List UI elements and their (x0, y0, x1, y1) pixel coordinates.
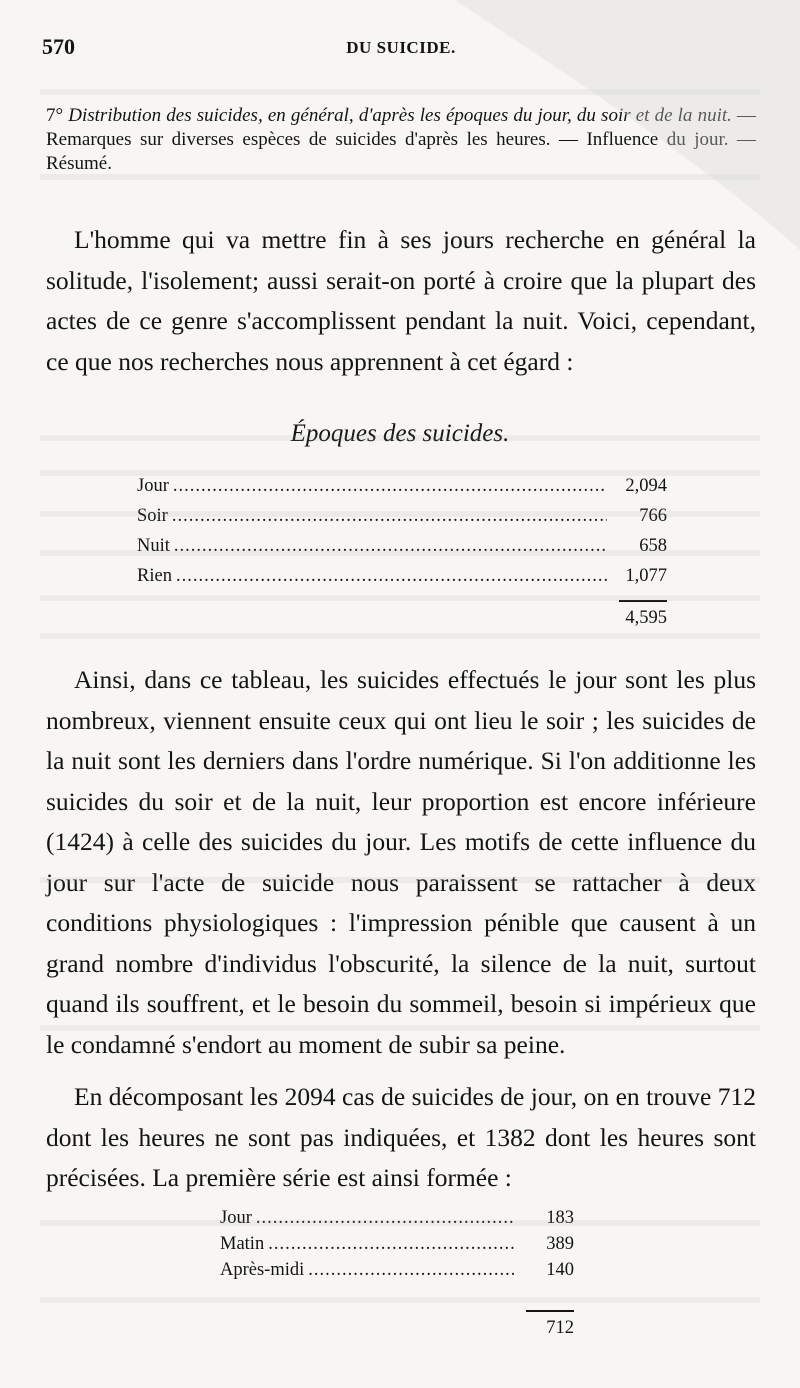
row-label: Matin (220, 1234, 265, 1254)
row-value: 658 (639, 536, 667, 556)
page-number: 570 (42, 34, 75, 59)
leader-dots (176, 566, 607, 587)
row-value: 766 (639, 506, 667, 526)
table-row (220, 1234, 574, 1260)
paragraph-decomposition: En décomposant les 2094 cas de suicides de jour, on en trouve 712 dont les heures ne sont pas indiquées, et 1382 dont les heures sont précisées. La première série est ainsi formée : (46, 1082, 756, 1192)
leader-dots (308, 1260, 514, 1281)
section-title: Distribution des suicides, en général, d'après les époques du jour, du soir et de la nuit. (68, 105, 732, 126)
table-total: 4,595 (625, 608, 667, 628)
row-label: Jour (137, 476, 169, 496)
row-value: 2,094 (625, 476, 667, 496)
running-title: DU SUICIDE. (346, 38, 456, 57)
row-value: 389 (546, 1234, 574, 1254)
leader-dots (172, 506, 607, 527)
total-rule (619, 600, 667, 602)
row-label: Soir (137, 506, 168, 526)
table-row (137, 566, 667, 596)
table-row (220, 1208, 574, 1234)
epochs-table (137, 476, 667, 629)
table-title: Époques des suicides. (290, 420, 510, 447)
table-total: 712 (546, 1318, 574, 1338)
table-row (137, 506, 667, 536)
row-value: 1,077 (625, 566, 667, 586)
row-label: Nuit (137, 536, 170, 556)
leader-dots (256, 1208, 514, 1229)
section-subtopics: — Remarques sur diverses espèces de suicides d'après les heures. — Influence du jour. — Résumé. (46, 105, 757, 174)
section-heading (46, 104, 756, 176)
leader-dots (173, 476, 607, 497)
row-label: Rien (137, 566, 172, 586)
leader-dots (174, 536, 607, 557)
section-number: 7° (46, 105, 64, 126)
paragraph-analysis: Ainsi, dans ce tableau, les suicides effectués le jour sont les plus nombreux, viennent ensuite ceux qui ont lieu le soir ; les suicides de la nuit sont les derniers dans l'ordre numérique. Si l'on additionne les suicides du soir et de la nuit, leur proportion est encore inférieure (1424) à celle des suicides du jour. Les motifs de cette influence du jour sur l'acte de suicide nous paraissent se rattacher à deux conditions physiologiques : l'impression pénible que causent à un grand nombre d'individus l'obscurité, la silence de la nuit, surtout quand ils souffrent, et le besoin du sommeil, besoin si impérieux que le condamné s'endort au moment de subir sa peine. (46, 665, 756, 1059)
row-value: 183 (546, 1208, 574, 1228)
paragraph-intro: L'homme qui va mettre fin à ses jours recherche en général la solitude, l'isolement; aussi serait-on porté à croire que la plupart des actes de ce genre s'accomplissent pendant la nuit. Voici, cependant, ce que nos recherches nous apprennent à cet égard : (46, 225, 756, 376)
table-row (220, 1260, 574, 1286)
day-breakdown-table (220, 1208, 574, 1339)
total-rule (526, 1310, 574, 1312)
page-header (42, 34, 760, 64)
row-value: 140 (546, 1260, 574, 1280)
leader-dots (268, 1234, 514, 1255)
row-label: Jour (220, 1208, 252, 1228)
row-label: Après-midi (220, 1260, 305, 1280)
table-row (137, 536, 667, 566)
table-row (137, 476, 667, 506)
